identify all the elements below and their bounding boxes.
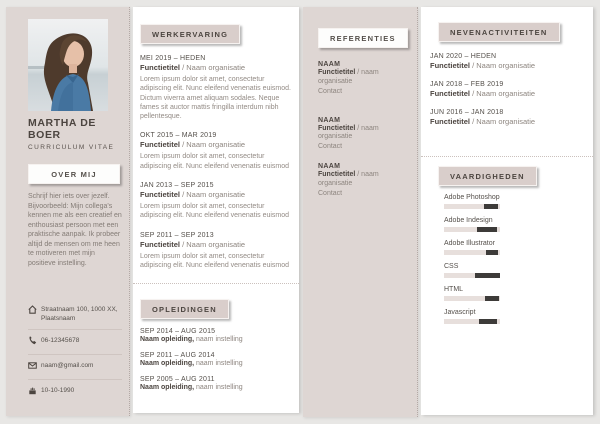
work-description: Lorem ipsum dolor sit amet, consectetur adipiscing elit. Nunc eleifend venenatis euismod — [140, 203, 290, 220]
work-org: / Naam organisatie — [180, 140, 246, 150]
skill-bar — [444, 250, 500, 255]
reference-contact: Contact — [318, 143, 343, 151]
opleidingen-header[interactable]: OPLEIDINGEN — [140, 299, 229, 319]
skill-bar — [444, 227, 500, 232]
reference-contact: Contact — [318, 189, 343, 197]
contact-phone-text: 06-12345678 — [41, 337, 80, 344]
profile-photo — [28, 19, 108, 111]
reference-name: NAAM — [318, 61, 341, 68]
mail-icon — [28, 361, 41, 373]
education-line — [140, 384, 296, 391]
contact-birthdate — [28, 383, 122, 401]
work-description: Lorem ipsum dolor sit amet, consectetur adipiscing elit. Nunc eleifend venenatis euismod. Dictum viverra amet aliquam sodales. Neque fames sit auctor mattis fringilla interdum nibh pellentesque. — [140, 76, 291, 121]
contact-address-text: Straatnaam 100, 1000 XX, Plaatsnaam — [41, 306, 118, 322]
activity-entry — [429, 109, 585, 126]
referenties-header[interactable]: REFERENTIES — [318, 28, 408, 48]
work-org: / Naam organisatie — [180, 190, 246, 200]
skill-name: Adobe Photoshop — [444, 194, 500, 201]
work-org: / Naam organisatie — [180, 63, 246, 72]
work-period: MEI 2019 – HEDEN — [140, 55, 206, 62]
work-role: Functietitel — [140, 190, 181, 200]
work-role: Functietitel — [140, 239, 181, 249]
reference-contact: Contact — [318, 87, 343, 95]
reference-name: NAAM — [318, 163, 341, 171]
work-role-line — [140, 190, 296, 199]
reference-entry — [318, 117, 402, 151]
activity-role: Functietitel — [430, 117, 471, 126]
reference-entry — [318, 61, 402, 95]
activity-org: / Naam organisatie — [470, 61, 536, 70]
vaardigheden-header[interactable]: VAARDIGHEDEN — [438, 166, 537, 186]
references-column — [303, 7, 418, 417]
over-mij-button[interactable]: OVER MIJ — [28, 164, 120, 184]
skill-item — [429, 240, 585, 255]
contact-divider — [28, 379, 122, 380]
activity-period: JAN 2020 – HEDEN — [430, 53, 497, 60]
skill-item — [429, 286, 585, 301]
reference-org: / naam organisatie — [318, 124, 379, 141]
cv-subtitle: CURRICULUM VITAE — [28, 144, 115, 151]
skill-name: Adobe Illustrator — [444, 240, 495, 247]
reference-name: NAAM — [318, 116, 341, 124]
skill-bar-fill — [486, 250, 498, 255]
work-org: / Naam organisatie — [180, 239, 246, 249]
skill-bar-fill — [485, 296, 498, 301]
education-period: SEP 2005 – AUG 2011 — [140, 376, 215, 384]
skill-bar — [444, 319, 500, 324]
contact-divider — [28, 354, 122, 355]
work-period: OKT 2015 – MAR 2019 — [140, 132, 217, 140]
education-institution: naam instelling — [194, 360, 243, 368]
education-name: Naam opleiding, — [140, 384, 195, 392]
education-name: Naam opleiding, — [140, 336, 195, 344]
skill-name: HTML — [444, 286, 464, 293]
skill-item — [429, 217, 585, 232]
activity-org: / Naam organisatie — [470, 89, 536, 98]
nevenactiviteiten-header[interactable]: NEVENACTIVITEITEN — [438, 22, 560, 42]
work-role-line — [140, 240, 296, 249]
education-name: Naam opleiding, — [140, 360, 195, 368]
activity-role-line — [430, 117, 585, 126]
work-description: Lorem ipsum dolor sit amet, consectetur adipiscing elit. Nunc eleifend venenatis euismod — [140, 252, 290, 269]
skill-bar-fill — [475, 273, 500, 278]
work-entry — [140, 132, 296, 171]
skill-name: Adobe Indesign — [444, 217, 493, 224]
activity-role-line — [430, 61, 585, 70]
work-role: Functietitel — [140, 63, 181, 72]
work-role: Functietitel — [140, 140, 181, 150]
reference-role-line — [318, 125, 402, 143]
education-period: SEP 2011 – AUG 2014 — [140, 352, 215, 360]
skill-item — [429, 263, 585, 278]
education-line — [140, 336, 296, 343]
activity-role: Functietitel — [430, 89, 471, 98]
contact-birthdate-text: 10-10-1990 — [41, 387, 75, 394]
education-entry — [140, 376, 296, 391]
education-institution: naam instelling — [194, 384, 243, 392]
skill-bar-fill — [477, 227, 497, 232]
activity-period: JAN 2018 – FEB 2019 — [430, 81, 504, 88]
reference-org: / naam organisatie — [318, 69, 379, 85]
education-period: SEP 2014 – AUG 2015 — [140, 328, 216, 336]
work-period: SEP 2011 – SEP 2013 — [140, 231, 214, 239]
skill-bar-fill — [484, 204, 499, 209]
home-icon — [28, 305, 41, 317]
work-entry — [140, 182, 296, 221]
contact-email-text: naam@gmail.com — [41, 362, 94, 369]
work-description: Lorem ipsum dolor sit amet, consectetur adipiscing elit. Nunc eleifend venenatis euismod — [140, 153, 290, 170]
education-line — [140, 360, 296, 367]
education-entry — [140, 352, 296, 367]
activity-role-line — [430, 89, 585, 98]
skill-item — [429, 309, 585, 324]
skill-bar — [444, 204, 500, 209]
reference-role-line — [318, 171, 402, 189]
activity-entry — [429, 81, 585, 98]
skill-item — [429, 194, 585, 209]
werkervaring-header[interactable]: WERKERVARING — [140, 24, 240, 44]
profile-column — [6, 7, 130, 416]
skill-bar — [444, 273, 500, 278]
skill-bar — [444, 296, 500, 301]
work-entry — [140, 55, 296, 121]
activity-role: Functietitel — [430, 61, 471, 70]
experience-column — [133, 7, 299, 413]
education-entry — [140, 328, 296, 343]
contact-list — [28, 302, 122, 401]
activity-entry — [429, 53, 585, 70]
reference-entry — [318, 163, 402, 197]
cake-icon — [28, 386, 41, 398]
about-text: Schrijf hier iets over jezelf. Bijvoorbeeld: Mijn collega's kennen me als een creatief en enthousiast persoon met een praktische aanpak. Ik probeer altijd de mensen om me heen te motiveren met mijn positieve instelling. — [28, 193, 122, 267]
work-role-line — [140, 140, 296, 149]
contact-address — [28, 302, 122, 326]
phone-icon — [28, 336, 41, 348]
work-role-line — [140, 63, 296, 72]
work-entry — [140, 232, 296, 271]
reference-role-line — [318, 69, 402, 87]
skill-name: Javascript — [444, 309, 476, 316]
contact-divider — [28, 329, 122, 330]
skill-bar-fill — [479, 319, 496, 324]
contact-email — [28, 358, 122, 376]
contact-phone — [28, 333, 122, 351]
skill-name: CSS — [444, 263, 459, 270]
education-institution: naam instelling — [194, 336, 243, 344]
activity-org: / Naam organisatie — [470, 117, 536, 126]
reference-role: Functietitel — [318, 124, 356, 132]
activity-period: JUN 2016 – JAN 2018 — [430, 109, 504, 116]
reference-role: Functietitel — [318, 69, 356, 76]
work-period: JAN 2013 – SEP 2015 — [140, 182, 214, 190]
activities-skills-column — [421, 7, 593, 415]
person-name: MARTHA DE BOER — [28, 117, 97, 141]
reference-org: / naam organisatie — [318, 171, 379, 187]
reference-role: Functietitel — [318, 171, 356, 179]
